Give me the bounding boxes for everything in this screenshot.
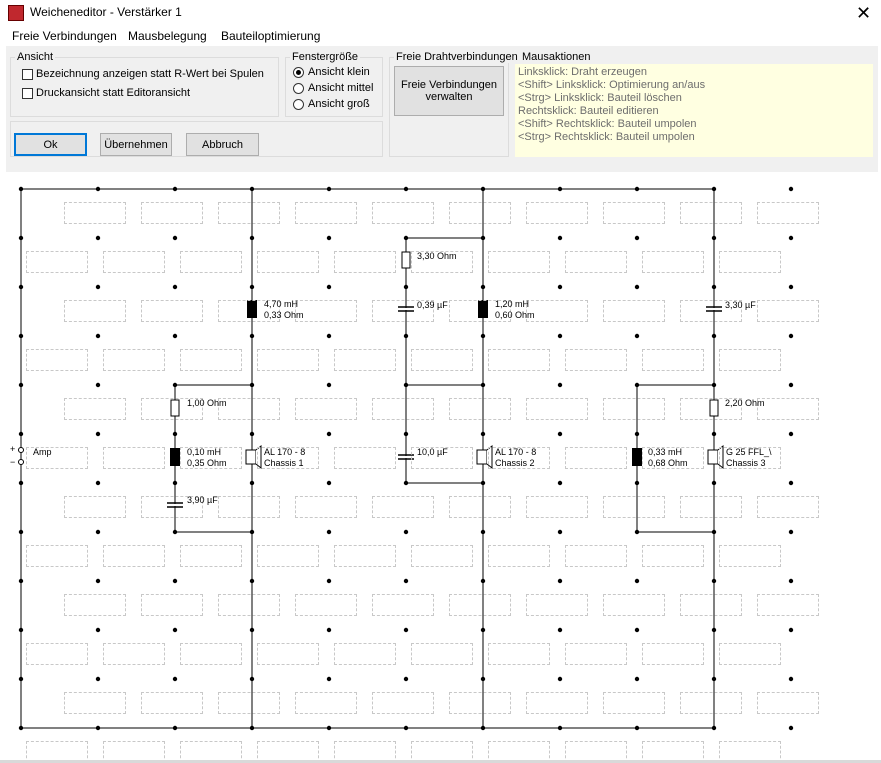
- empty-slot[interactable]: [642, 251, 704, 273]
- resistor-label[interactable]: 2,20 Ohm: [725, 398, 765, 408]
- empty-slot[interactable]: [757, 398, 819, 420]
- mouse-action-line: <Strg> Rechtsklick: Bauteil umpolen: [518, 131, 695, 143]
- mouse-action-line: <Strg> Linksklick: Bauteil löschen: [518, 92, 682, 104]
- empty-slot[interactable]: [64, 594, 126, 616]
- empty-slot[interactable]: [103, 741, 165, 760]
- empty-slot[interactable]: [218, 692, 280, 714]
- capacitor-label[interactable]: 0,39 µF: [417, 300, 448, 310]
- empty-slot[interactable]: [218, 398, 280, 420]
- size-small-label: Ansicht klein: [308, 66, 370, 78]
- empty-slot[interactable]: [180, 741, 242, 760]
- empty-slot[interactable]: [488, 545, 550, 567]
- empty-slot[interactable]: [218, 202, 280, 224]
- empty-slot[interactable]: [257, 251, 319, 273]
- empty-slot[interactable]: [295, 692, 357, 714]
- empty-slot[interactable]: [103, 643, 165, 665]
- print-view-checkbox-text: Druckansicht statt Editoransicht: [36, 87, 191, 99]
- empty-slot[interactable]: [141, 202, 203, 224]
- empty-slot[interactable]: [257, 741, 319, 760]
- speaker-chassis: Chassis 1: [264, 458, 304, 468]
- empty-slot[interactable]: [719, 251, 781, 273]
- empty-slot[interactable]: [218, 594, 280, 616]
- empty-slot[interactable]: [26, 349, 88, 371]
- empty-slot[interactable]: [64, 496, 126, 518]
- empty-slot[interactable]: [334, 643, 396, 665]
- window-size-title: Fenstergröße: [292, 51, 359, 63]
- empty-slot[interactable]: [526, 300, 588, 322]
- empty-slot[interactable]: [526, 398, 588, 420]
- empty-slot[interactable]: [449, 496, 511, 518]
- apply-button[interactable]: Übernehmen: [100, 133, 172, 156]
- empty-slot[interactable]: [449, 692, 511, 714]
- ansicht-title: Ansicht: [17, 51, 54, 63]
- mouse-action-line: <Shift> Linksklick: Optimierung an/aus: [518, 79, 706, 91]
- amp-minus: −: [10, 457, 16, 467]
- empty-slot[interactable]: [411, 545, 473, 567]
- empty-slot[interactable]: [642, 643, 704, 665]
- empty-slot[interactable]: [603, 692, 665, 714]
- empty-slot[interactable]: [757, 202, 819, 224]
- coil-resistance: 0,33 Ohm: [264, 310, 304, 320]
- empty-slot[interactable]: [757, 692, 819, 714]
- empty-slot[interactable]: [642, 741, 704, 760]
- empty-slot[interactable]: [64, 692, 126, 714]
- free-wires-title: Freie Drahtverbindungen: [396, 51, 518, 63]
- empty-slot[interactable]: [26, 251, 88, 273]
- mouse-actions-box: [515, 64, 873, 157]
- capacitor-label[interactable]: 3,90 µF: [187, 495, 218, 505]
- mouse-action-line: <Shift> Rechtsklick: Bauteil umpolen: [518, 118, 697, 130]
- speaker-model: AL 170 - 8: [495, 447, 537, 457]
- empty-slot[interactable]: [372, 594, 434, 616]
- amp-plus: +: [10, 444, 16, 454]
- empty-slot[interactable]: [26, 741, 88, 760]
- empty-slot[interactable]: [372, 692, 434, 714]
- empty-slot[interactable]: [449, 202, 511, 224]
- empty-slot[interactable]: [141, 300, 203, 322]
- empty-slot[interactable]: [64, 398, 126, 420]
- empty-slot[interactable]: [565, 447, 627, 469]
- speaker-chassis: Chassis 3: [726, 458, 766, 468]
- empty-slot[interactable]: [449, 594, 511, 616]
- mouse-action-line: Linksklick: Draht erzeugen: [518, 66, 648, 78]
- empty-slot[interactable]: [565, 251, 627, 273]
- empty-slot[interactable]: [64, 202, 126, 224]
- app-icon: [8, 5, 24, 21]
- empty-slot[interactable]: [526, 692, 588, 714]
- coil-resistance: 0,60 Ohm: [495, 310, 535, 320]
- capacitor-label[interactable]: 10,0 µF: [417, 447, 448, 457]
- speaker-label[interactable]: [264, 447, 305, 469]
- empty-slot[interactable]: [372, 202, 434, 224]
- empty-slot[interactable]: [411, 741, 473, 760]
- empty-slot[interactable]: [488, 643, 550, 665]
- menu-bauteiloptimierung[interactable]: Bauteiloptimierung: [221, 29, 321, 43]
- empty-slot[interactable]: [26, 643, 88, 665]
- empty-slot[interactable]: [103, 349, 165, 371]
- empty-slot[interactable]: [680, 202, 742, 224]
- empty-slot[interactable]: [334, 447, 396, 469]
- empty-slot[interactable]: [449, 398, 511, 420]
- empty-slot[interactable]: [64, 300, 126, 322]
- circuit-canvas[interactable]: [6, 172, 878, 760]
- speaker-label[interactable]: [726, 447, 772, 469]
- empty-slot[interactable]: [680, 594, 742, 616]
- empty-slot[interactable]: [642, 349, 704, 371]
- empty-slot[interactable]: [334, 741, 396, 760]
- menu-mausbelegung[interactable]: Mausbelegung: [128, 29, 207, 43]
- coil-resistance: 0,68 Ohm: [648, 458, 688, 468]
- empty-slot[interactable]: [603, 496, 665, 518]
- speaker-label[interactable]: [495, 447, 536, 469]
- empty-slot[interactable]: [603, 398, 665, 420]
- coil-label[interactable]: [187, 447, 227, 469]
- speaker-model: G 25 FFL_\: [726, 447, 772, 457]
- empty-slot[interactable]: [180, 643, 242, 665]
- window-title: Weicheneditor - Verstärker 1: [30, 5, 182, 19]
- ok-button[interactable]: Ok: [14, 133, 87, 156]
- speaker-chassis: Chassis 2: [495, 458, 535, 468]
- empty-slot[interactable]: [141, 692, 203, 714]
- size-small-radio[interactable]: [293, 67, 304, 78]
- empty-slot[interactable]: [334, 349, 396, 371]
- coil-label[interactable]: [264, 299, 304, 321]
- empty-slot[interactable]: [180, 251, 242, 273]
- print-view-checkbox[interactable]: [22, 88, 33, 99]
- speaker-model: AL 170 - 8: [264, 447, 306, 457]
- empty-slot[interactable]: [103, 251, 165, 273]
- label-checkbox-text: Bezeichnung anzeigen statt R-Wert bei Spulen: [36, 68, 264, 80]
- empty-slot[interactable]: [334, 545, 396, 567]
- empty-slot[interactable]: [603, 202, 665, 224]
- empty-slot[interactable]: [295, 398, 357, 420]
- empty-slot[interactable]: [103, 545, 165, 567]
- empty-slot[interactable]: [141, 594, 203, 616]
- empty-slot[interactable]: [680, 496, 742, 518]
- coil-value: 4,70 mH: [264, 299, 299, 309]
- coil-value: 0,33 mH: [648, 447, 683, 457]
- coil-label[interactable]: [648, 447, 688, 469]
- empty-slot[interactable]: [526, 202, 588, 224]
- manage-button-line1: Freie Verbindungen: [400, 79, 497, 91]
- empty-slot[interactable]: [488, 251, 550, 273]
- coil-value: 1,20 mH: [495, 299, 530, 309]
- empty-slot[interactable]: [257, 643, 319, 665]
- empty-slot[interactable]: [526, 496, 588, 518]
- coil-label[interactable]: [495, 299, 535, 321]
- size-medium-radio[interactable]: [293, 83, 304, 94]
- empty-slot[interactable]: [334, 251, 396, 273]
- empty-slot[interactable]: [26, 545, 88, 567]
- menu-freie-verbindungen[interactable]: Freie Verbindungen: [12, 29, 117, 43]
- mouse-action-line: Rechtsklick: Bauteil editieren: [518, 105, 659, 117]
- empty-slot[interactable]: [411, 643, 473, 665]
- close-button[interactable]: ✕: [855, 3, 872, 23]
- size-large-label: Ansicht groß: [308, 98, 370, 110]
- empty-slot[interactable]: [565, 545, 627, 567]
- mouse-actions-title: Mausaktionen: [522, 51, 591, 63]
- label-checkbox[interactable]: [22, 69, 33, 80]
- empty-slot[interactable]: [103, 447, 165, 469]
- empty-slot[interactable]: [757, 300, 819, 322]
- capacitor-label[interactable]: 3,30 µF: [725, 300, 756, 310]
- empty-slot[interactable]: [488, 741, 550, 760]
- empty-slot[interactable]: [757, 594, 819, 616]
- coil-resistance: 0,35 Ohm: [187, 458, 227, 468]
- empty-slot[interactable]: [719, 545, 781, 567]
- empty-slot[interactable]: [565, 349, 627, 371]
- empty-slot[interactable]: [565, 741, 627, 760]
- empty-slot[interactable]: [719, 741, 781, 760]
- empty-slot[interactable]: [372, 496, 434, 518]
- manage-free-connections-button[interactable]: [394, 66, 504, 116]
- empty-slot[interactable]: [372, 398, 434, 420]
- empty-slot[interactable]: [257, 545, 319, 567]
- empty-slot[interactable]: [257, 349, 319, 371]
- empty-slot[interactable]: [488, 349, 550, 371]
- empty-slot[interactable]: [411, 349, 473, 371]
- empty-slot[interactable]: [295, 202, 357, 224]
- empty-slot[interactable]: [603, 594, 665, 616]
- empty-slot[interactable]: [295, 496, 357, 518]
- size-medium-label: Ansicht mittel: [308, 82, 374, 94]
- empty-slot[interactable]: [642, 545, 704, 567]
- resistor-label[interactable]: 3,30 Ohm: [417, 251, 457, 261]
- empty-slot[interactable]: [719, 349, 781, 371]
- empty-slot[interactable]: [180, 545, 242, 567]
- empty-slot[interactable]: [180, 349, 242, 371]
- coil-value: 0,10 mH: [187, 447, 222, 457]
- manage-button-line2: verwalten: [425, 91, 473, 103]
- empty-slot[interactable]: [295, 594, 357, 616]
- empty-slot[interactable]: [603, 300, 665, 322]
- empty-slot[interactable]: [526, 594, 588, 616]
- empty-slot[interactable]: [218, 496, 280, 518]
- amp-label: Amp: [33, 447, 52, 457]
- cancel-button[interactable]: Abbruch: [186, 133, 259, 156]
- empty-slot[interactable]: [680, 692, 742, 714]
- resistor-label[interactable]: 1,00 Ohm: [187, 398, 227, 408]
- empty-slot[interactable]: [719, 643, 781, 665]
- empty-slot[interactable]: [757, 496, 819, 518]
- size-large-radio[interactable]: [293, 99, 304, 110]
- empty-slot[interactable]: [565, 643, 627, 665]
- empty-slot[interactable]: [295, 300, 357, 322]
